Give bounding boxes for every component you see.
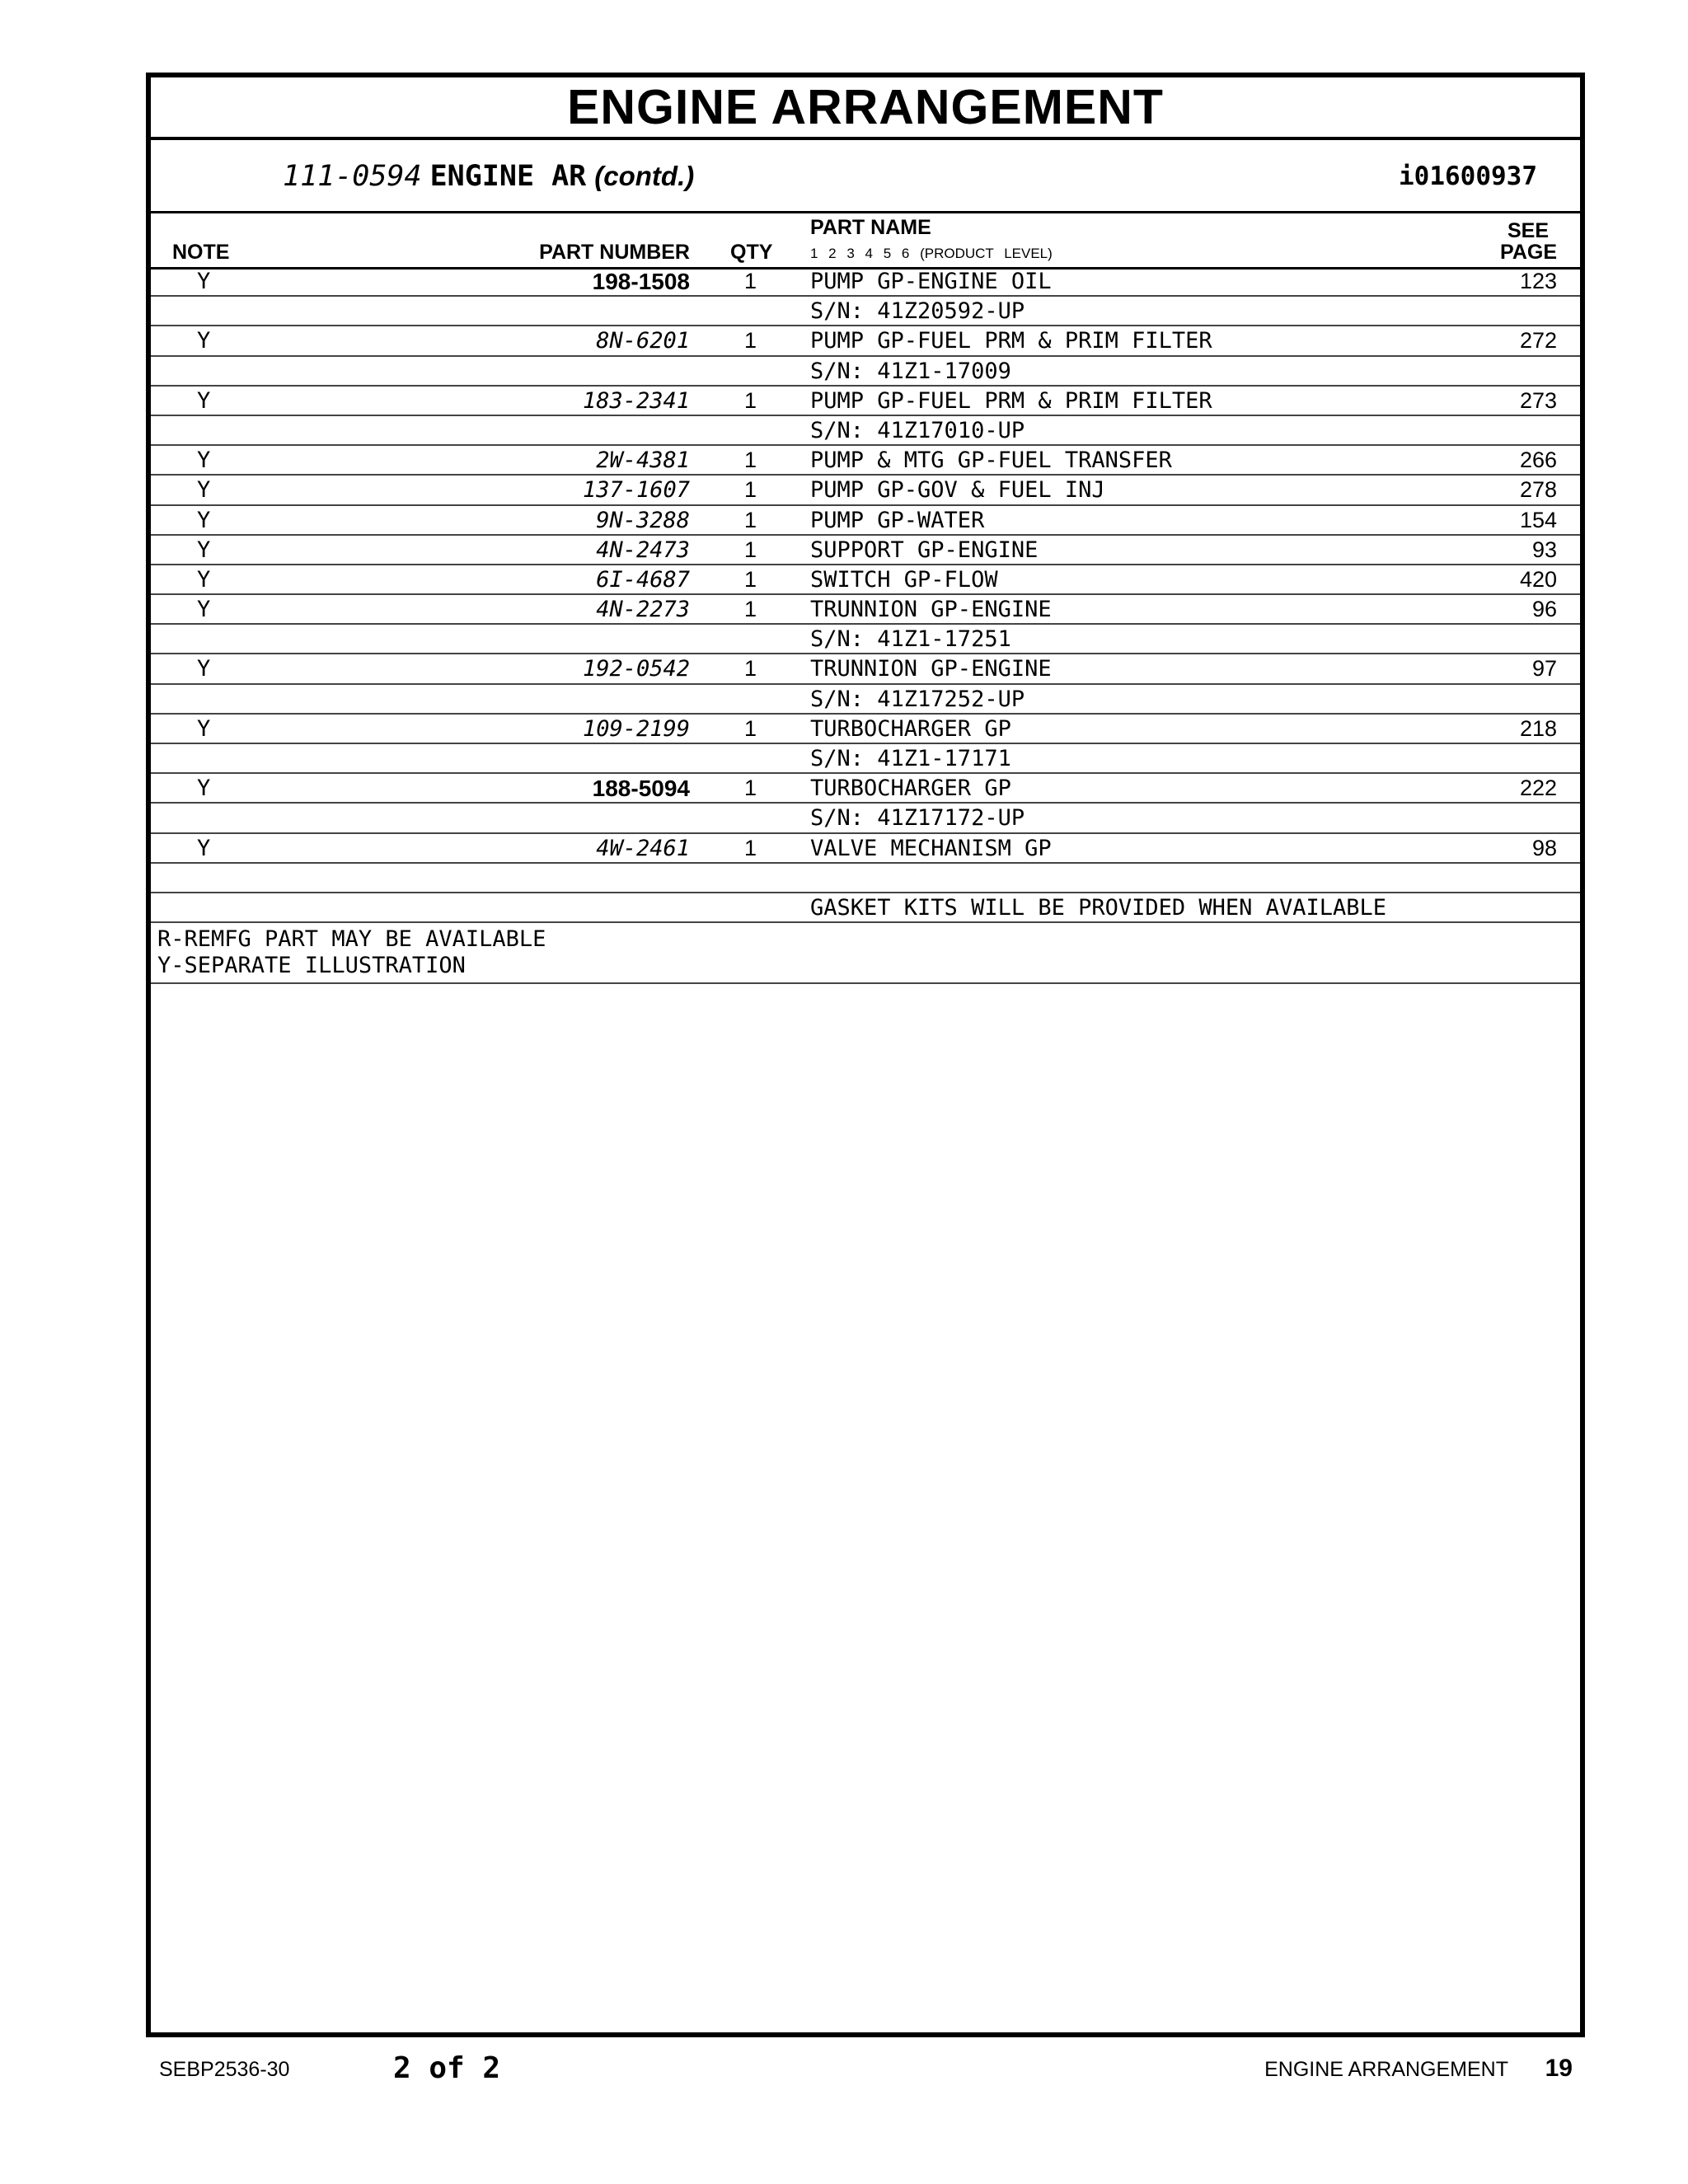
- row-part-name: S/N: 41Z17252-UP: [810, 686, 1025, 712]
- footer-page-of: 2 of 2: [393, 2051, 501, 2085]
- table-row: [151, 685, 1580, 715]
- row-qty: 1: [744, 328, 757, 354]
- group-title: [283, 158, 694, 193]
- row-see-page: 218: [1519, 715, 1557, 741]
- row-note: Y: [197, 597, 211, 623]
- row-see-page: 98: [1531, 835, 1557, 860]
- table-row: [151, 834, 1580, 864]
- row-part-name: TRUNNION GP-ENGINE: [810, 656, 1052, 682]
- row-see-page: 222: [1519, 776, 1557, 801]
- column-header: [151, 211, 1580, 269]
- col-page: PAGE: [1500, 241, 1557, 264]
- row-part-name: S/N: 41Z20592-UP: [810, 298, 1025, 325]
- row-qty: 1: [744, 448, 757, 473]
- row-see-page: 272: [1519, 328, 1557, 354]
- row-qty: 1: [744, 537, 757, 562]
- table-row: [151, 744, 1580, 774]
- table-row: [151, 893, 1580, 923]
- row-part-name: S/N: 41Z1-17251: [810, 626, 1011, 653]
- row-qty: 1: [744, 507, 757, 532]
- row-part-number: 183-2341: [582, 387, 690, 414]
- row-see-page: 420: [1519, 566, 1557, 592]
- row-see-page: 273: [1519, 387, 1557, 413]
- row-qty: 1: [744, 776, 757, 801]
- row-part-name: S/N: 41Z17172-UP: [810, 805, 1025, 832]
- row-note: Y: [197, 715, 211, 742]
- col-part-number: PART NUMBER: [539, 241, 690, 264]
- row-part-number: 9N-3288: [596, 507, 690, 533]
- row-qty: 1: [744, 269, 757, 293]
- table-row: [151, 446, 1580, 476]
- row-part-name: TRUNNION GP-ENGINE: [810, 597, 1052, 623]
- row-note: Y: [197, 477, 211, 504]
- row-part-name: S/N: 41Z1-17171: [810, 746, 1011, 771]
- row-part-number: 192-0542: [582, 656, 690, 682]
- footer-doc-number: SEBP2536-30: [159, 2058, 290, 2081]
- row-part-number: 8N-6201: [596, 328, 690, 354]
- table-row: [151, 297, 1580, 326]
- table-row: [151, 565, 1580, 595]
- row-see-page: 123: [1519, 269, 1557, 293]
- row-note: Y: [197, 776, 211, 802]
- table-row: [151, 267, 1580, 297]
- row-qty: 1: [744, 387, 757, 413]
- row-see-page: 278: [1519, 477, 1557, 503]
- table-row: [151, 326, 1580, 356]
- row-part-name: PUMP GP-WATER: [810, 507, 985, 533]
- footer-page-number: 19: [1545, 2055, 1573, 2082]
- group-header: [151, 140, 1580, 213]
- row-see-page: 97: [1531, 656, 1557, 682]
- table-row: [151, 804, 1580, 833]
- row-see-page: 96: [1531, 597, 1557, 622]
- row-note: Y: [197, 507, 211, 533]
- group-name: ENGINE AR: [429, 160, 587, 193]
- row-qty: 1: [744, 597, 757, 622]
- row-part-number: 6I-4687: [596, 566, 690, 593]
- row-part-name: TURBOCHARGER GP: [810, 715, 1011, 742]
- group-part-number: 111-0594: [283, 160, 422, 193]
- row-note: Y: [197, 566, 211, 593]
- row-part-number: 109-2199: [582, 715, 690, 742]
- row-part-name: PUMP GP-FUEL PRM & PRIM FILTER: [810, 328, 1212, 354]
- group-contd: (contd.): [594, 161, 695, 191]
- row-qty: 1: [744, 477, 757, 503]
- row-note: Y: [197, 328, 211, 354]
- page-frame: [146, 73, 1585, 2037]
- row-part-number: 4N-2473: [596, 537, 690, 563]
- row-part-name: SUPPORT GP-ENGINE: [810, 537, 1039, 563]
- table-row: [151, 715, 1580, 744]
- row-note: Y: [197, 835, 211, 861]
- row-qty: 1: [744, 656, 757, 682]
- row-part-name: VALVE MECHANISM GP: [810, 835, 1052, 861]
- row-part-name: TURBOCHARGER GP: [810, 776, 1011, 802]
- table-row: [151, 506, 1580, 536]
- legend-line: R-REMFG PART MAY BE AVAILABLE: [157, 926, 546, 953]
- row-part-number: 137-1607: [582, 477, 690, 504]
- table-row: [151, 654, 1580, 684]
- col-product-levels: 1 2 3 4 5 6 (PRODUCT LEVEL): [810, 246, 1053, 261]
- page-title: ENGINE ARRANGEMENT: [151, 77, 1580, 140]
- table-row: [151, 864, 1580, 893]
- row-part-name: PUMP & MTG GP-FUEL TRANSFER: [810, 448, 1172, 474]
- legend-line: Y-SEPARATE ILLUSTRATION: [157, 953, 466, 979]
- row-qty: 1: [744, 835, 757, 860]
- row-part-name: PUMP GP-GOV & FUEL INJ: [810, 477, 1105, 504]
- row-part-name: S/N: 41Z1-17009: [810, 358, 1011, 384]
- table-row: [151, 774, 1580, 804]
- parts-table: [151, 267, 1580, 984]
- table-row: [151, 536, 1580, 565]
- row-part-number: 198-1508: [592, 269, 690, 294]
- row-qty: 1: [744, 566, 757, 592]
- row-part-number: 2W-4381: [596, 448, 690, 474]
- row-note: Y: [197, 537, 211, 563]
- row-qty: 1: [744, 715, 757, 741]
- table-row: [151, 476, 1580, 505]
- row-note: Y: [197, 448, 211, 474]
- row-see-page: 266: [1519, 448, 1557, 473]
- table-row: [151, 387, 1580, 416]
- table-row: [151, 416, 1580, 446]
- row-part-name: SWITCH GP-FLOW: [810, 566, 998, 593]
- row-see-page: 154: [1519, 507, 1557, 532]
- table-row: [151, 357, 1580, 387]
- row-part-number: 4W-2461: [596, 835, 690, 861]
- col-qty: QTY: [730, 241, 773, 264]
- row-see-page: 93: [1531, 537, 1557, 562]
- row-note: Y: [197, 656, 211, 682]
- row-part-number: 188-5094: [592, 776, 690, 802]
- col-see: SEE: [1507, 219, 1549, 242]
- col-note: NOTE: [172, 241, 230, 264]
- row-part-name: PUMP GP-FUEL PRM & PRIM FILTER: [810, 387, 1212, 414]
- page-footer: [0, 2048, 1688, 2089]
- row-part-number: 4N-2273: [596, 597, 690, 623]
- legend: [151, 923, 1580, 984]
- row-note: Y: [197, 387, 211, 414]
- row-part-name: S/N: 41Z17010-UP: [810, 417, 1025, 443]
- footer-section: ENGINE ARRANGEMENT: [1264, 2058, 1508, 2081]
- row-note: Y: [197, 269, 211, 294]
- col-part-name: PART NAME: [810, 216, 931, 239]
- table-row: [151, 595, 1580, 625]
- row-part-name: GASKET KITS WILL BE PROVIDED WHEN AVAILABLE: [810, 894, 1386, 921]
- illustration-id: i01600937: [1399, 162, 1537, 191]
- row-part-name: PUMP GP-ENGINE OIL: [810, 269, 1052, 294]
- table-row: [151, 625, 1580, 654]
